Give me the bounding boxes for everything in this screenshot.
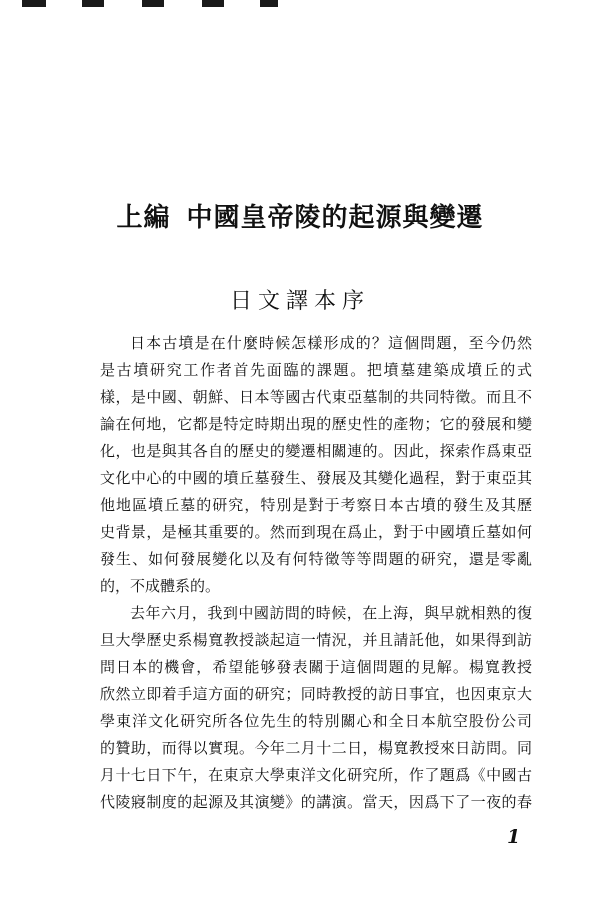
body-line: 史背景，是極其重要的。然而到現在爲止，對于中國墳丘墓如何 (100, 523, 532, 541)
body-line: 代陵寢制度的起源及其演變》的講演。當天，因爲下了一夜的春 (100, 793, 532, 811)
scan-edge-marks (22, 0, 282, 10)
part-heading (0, 197, 600, 234)
body-line: 的贊助，而得以實現。今年二月十二日，楊寬教授來日訪問。同 (100, 739, 532, 757)
body-line: 日本古墳是在什麼時候怎樣形成的？這個問題，至今仍然 (130, 334, 532, 352)
body-line: 去年六月，我到中國訪問的時候，在上海，與早就相熟的復 (130, 604, 532, 622)
scan-mark (142, 0, 164, 7)
body-line: 學東洋文化研究所各位先生的特別關心和全日本航空股份公司 (100, 712, 532, 730)
scan-mark (82, 0, 104, 7)
preface-title: 日文譯本序 (229, 289, 370, 314)
body-line: 他地區墳丘墓的研究，特別是對于考察日本古墳的發生及其歷 (100, 496, 532, 514)
body-line: 的，不成體系的。 (100, 577, 221, 595)
scan-mark (22, 0, 46, 7)
scan-mark (260, 0, 278, 7)
body-line: 樣，是中國、朝鮮、日本等國古代東亞墓制的共同特徵。而且不 (100, 388, 532, 406)
body-line: 文化中心的中國的墳丘墓發生、發展及其變化過程，對于東亞其 (100, 469, 532, 487)
preface-body (100, 330, 532, 816)
body-line: 化，也是與其各自的歷史的變遷相關連的。因此，探索作爲東亞 (100, 442, 532, 460)
body-line: 問日本的機會，希望能够發表關于這個問題的見解。楊寬教授 (100, 658, 532, 676)
scan-mark (202, 0, 224, 7)
body-line: 發生、如何發展變化以及有何特徵等等問題的研究，還是零亂 (100, 550, 532, 568)
page-number: 1 (507, 826, 521, 848)
body-line: 是古墳研究工作者首先面臨的課題。把墳墓建築成墳丘的式 (100, 361, 532, 379)
body-line: 月十七日下午，在東京大學東洋文化研究所，作了題爲《中國古 (100, 766, 532, 784)
body-line: 論在何地，它都是特定時期出現的歷史性的產物；它的發展和變 (100, 415, 532, 433)
body-line: 欣然立即着手這方面的研究；同時教授的訪日事宜，也因東京大 (100, 685, 532, 703)
part-subtitle: 中國皇帝陵的起源與變遷 (186, 203, 484, 233)
part-label: 上編 (116, 203, 171, 233)
body-line: 旦大學歷史系楊寬教授談起這一情況，并且請託他，如果得到訪 (100, 631, 532, 649)
